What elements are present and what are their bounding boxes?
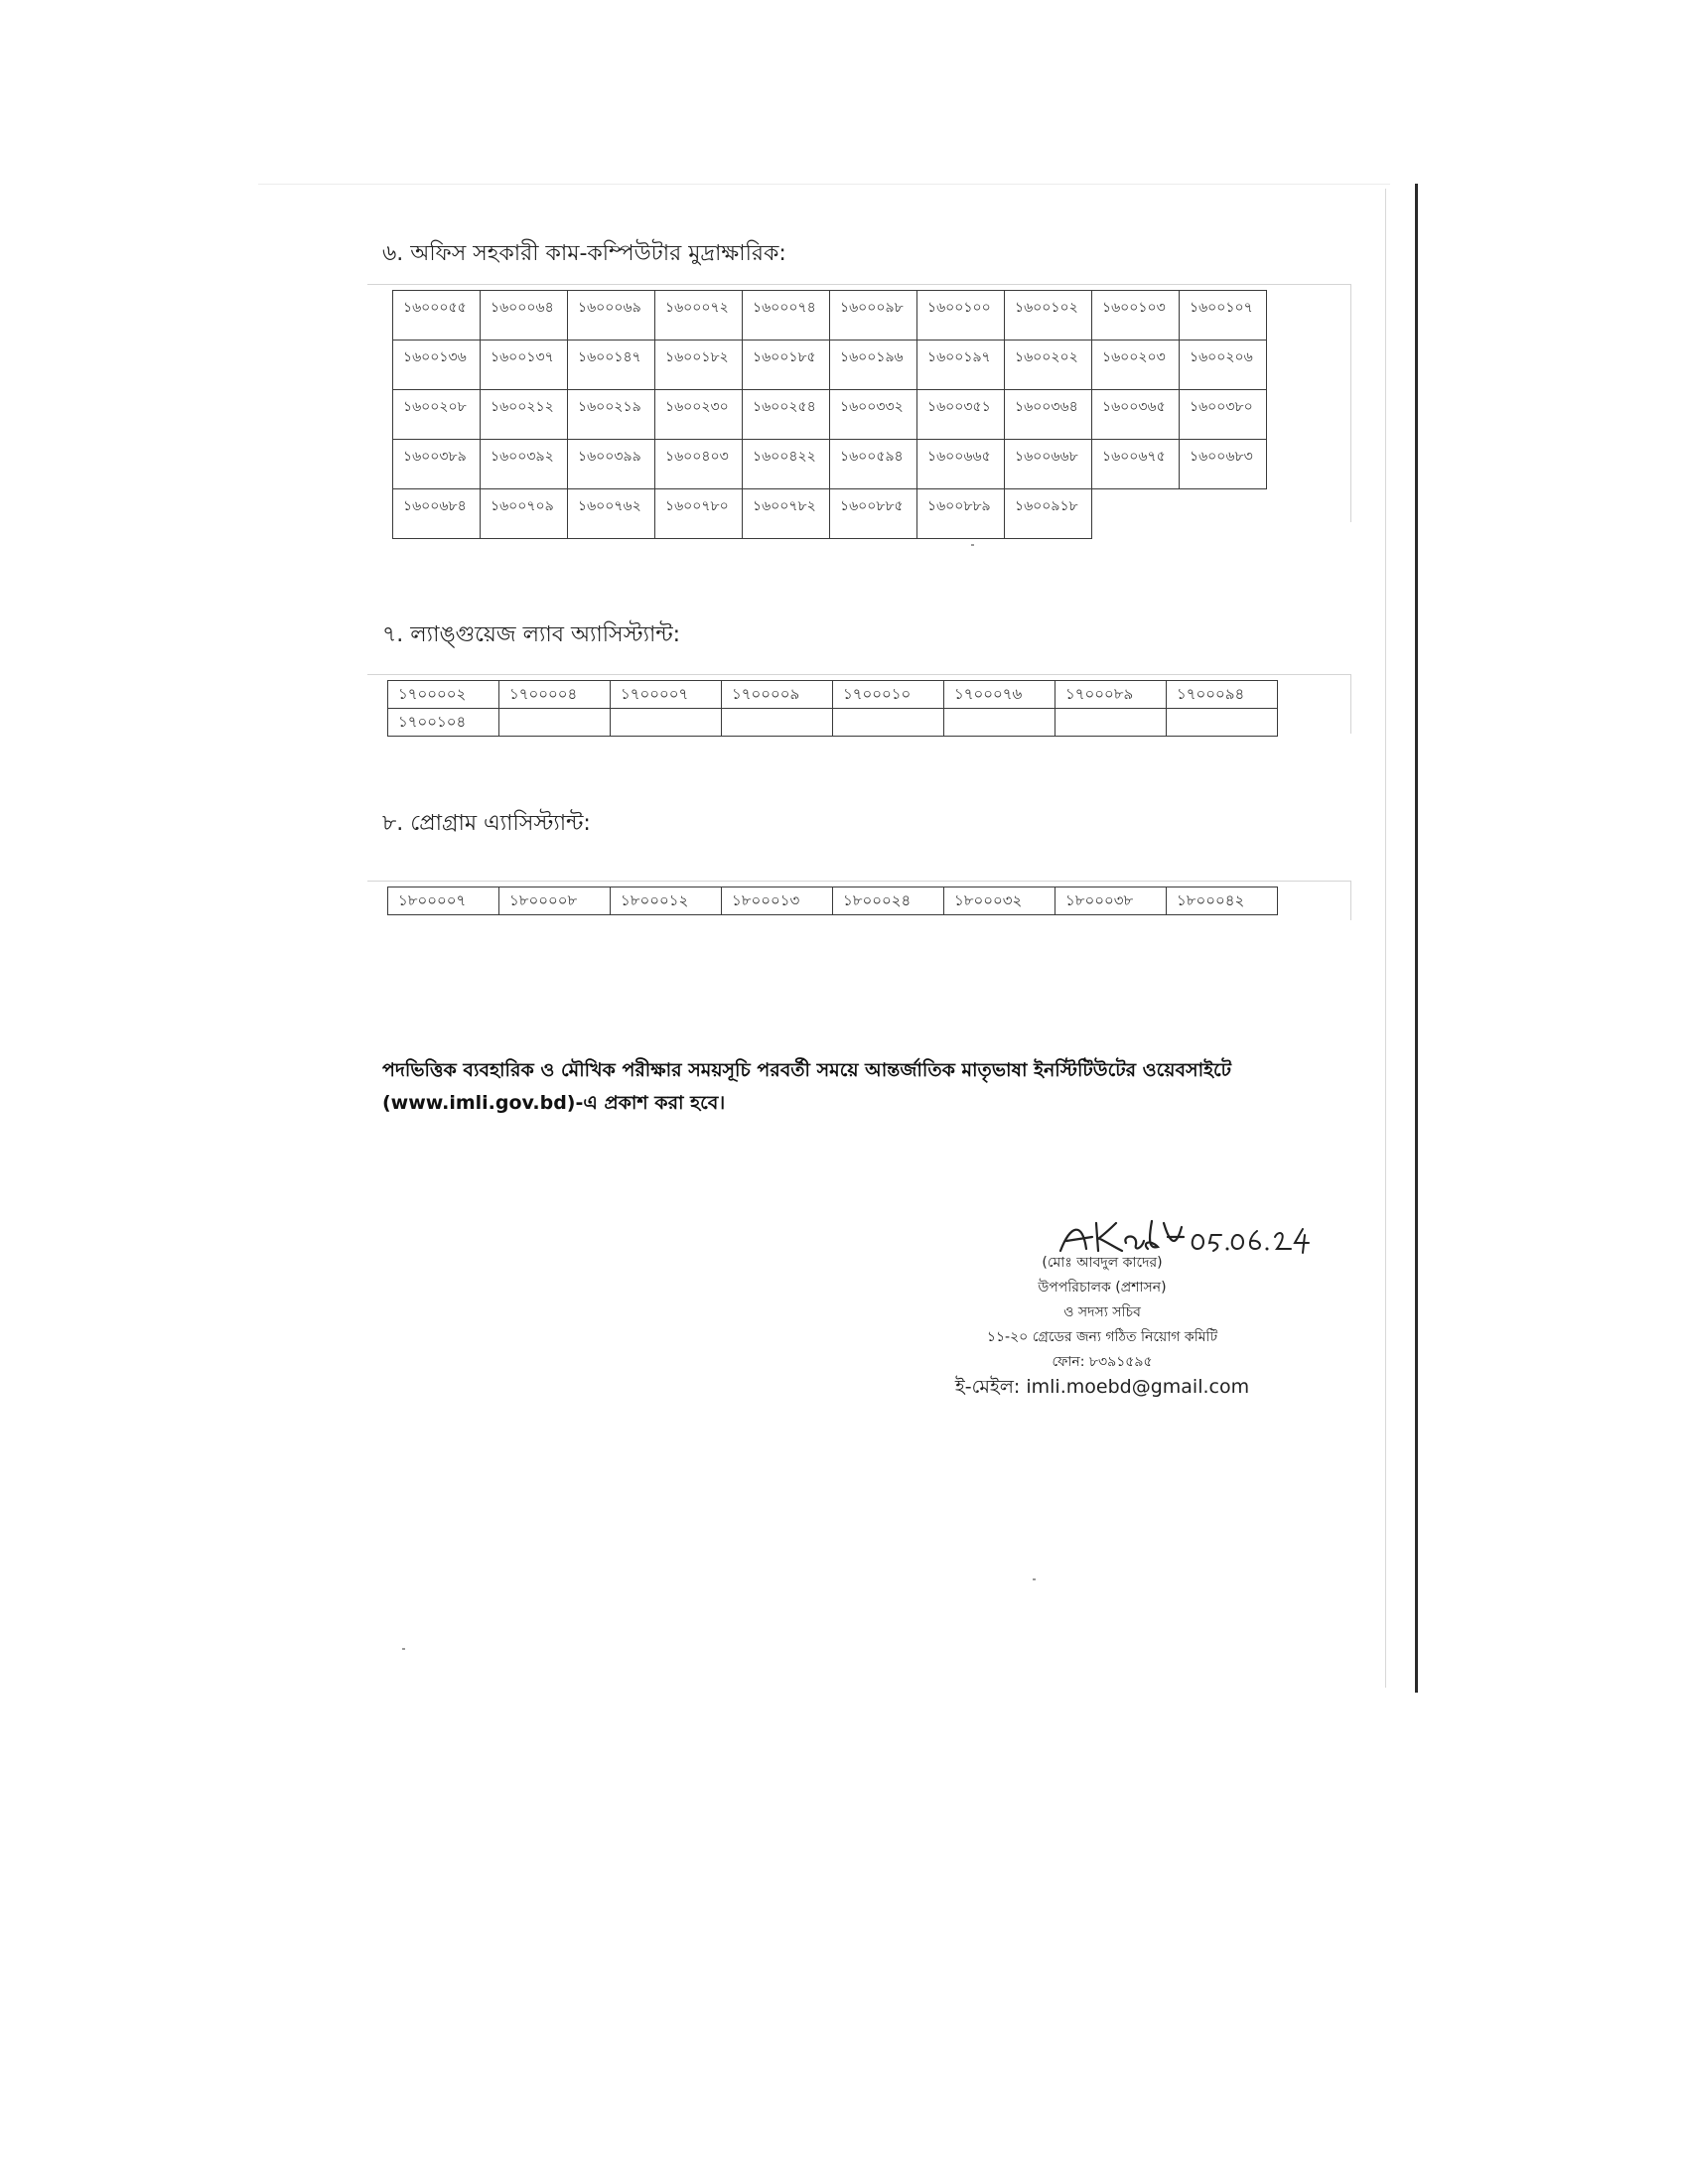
table-frame-line xyxy=(1350,674,1351,734)
roll-cell: ১৬০০০৬৯ xyxy=(568,291,655,341)
section-7-heading: ৭. ল্যাঙ্গুয়েজ ল্যাব অ্যাসিস্ট্যান্ট: xyxy=(382,622,681,647)
scan-speck xyxy=(402,1648,405,1650)
roll-cell: ১৬০০৪০৩ xyxy=(655,440,743,489)
empty-cell xyxy=(944,709,1055,737)
roll-cell: ১৬০০১০৭ xyxy=(1180,291,1267,341)
signatory-role: ও সদস্য সচিব xyxy=(1063,1304,1141,1320)
section-6-heading: ৬. অফিস সহকারী কাম-কম্পিউটার মুদ্রাক্ষারিক: xyxy=(382,241,786,266)
roll-cell: ১৬০০৩৯৯ xyxy=(568,440,655,489)
roll-cell: ১৬০০৮৮৫ xyxy=(830,489,917,539)
empty-cell xyxy=(1055,709,1167,737)
roll-cell: ১৬০০৩৬৫ xyxy=(1092,390,1180,440)
roll-cell: ১৮০০০১২ xyxy=(611,887,722,915)
roll-cell: ১৬০০০৫৫ xyxy=(393,291,481,341)
roll-cell: ১৬০০১৮২ xyxy=(655,341,743,390)
roll-cell: ১৮০০০২৪ xyxy=(833,887,944,915)
table-frame-line xyxy=(367,284,1350,285)
roll-cell: ১৬০০২১২ xyxy=(481,390,568,440)
roll-cell: ১৭০০০০৯ xyxy=(722,681,833,709)
roll-cell: ১৮০০০৩২ xyxy=(944,887,1055,915)
roll-cell: ১৭০০০৯৪ xyxy=(1167,681,1278,709)
scan-speck xyxy=(971,544,974,546)
table-frame-line xyxy=(1350,284,1351,522)
scan-speck xyxy=(1033,1578,1036,1580)
table-row xyxy=(393,489,1267,539)
roll-cell: ১৬০০২৫৪ xyxy=(743,390,830,440)
roll-cell: ১৬০০৭৮২ xyxy=(743,489,830,539)
empty-cell xyxy=(499,709,611,737)
roll-cell: ১৮০০০৩৮ xyxy=(1055,887,1167,915)
section-8-heading: ৮. প্রোগ্রাম এ্যাসিস্ট্যান্ট: xyxy=(382,811,591,836)
roll-cell: ১৬০০২০৬ xyxy=(1180,341,1267,390)
roll-cell: ১৬০০২০২ xyxy=(1005,341,1092,390)
roll-cell: ১৬০০৩৩২ xyxy=(830,390,917,440)
roll-cell: ১৮০০০১৩ xyxy=(722,887,833,915)
table-row xyxy=(388,709,1278,737)
roll-cell: ১৬০০২০৮ xyxy=(393,390,481,440)
signatory-email: ই-মেইল: imli.moebd@gmail.com xyxy=(954,1376,1250,1398)
scan-edge-top xyxy=(258,184,1390,185)
roll-cell: ১৭০০০১০ xyxy=(833,681,944,709)
roll-cell: ১৬০০০৭৪ xyxy=(743,291,830,341)
table-row xyxy=(393,291,1267,341)
roll-cell: ১৬০০৭৬২ xyxy=(568,489,655,539)
roll-cell: ১৬০০৩৯২ xyxy=(481,440,568,489)
roll-cell: ১৬০০১৮৫ xyxy=(743,341,830,390)
table-frame-line xyxy=(367,881,1350,882)
table-row xyxy=(388,887,1278,915)
table-row xyxy=(388,681,1278,709)
roll-cell: ১৬০০৩৫১ xyxy=(917,390,1005,440)
roll-cell: ১৬০০২১৯ xyxy=(568,390,655,440)
roll-cell: ১৬০০১০৩ xyxy=(1092,291,1180,341)
signature-block xyxy=(923,1251,1281,1400)
roll-cell: ১৬০০১৪৭ xyxy=(568,341,655,390)
roll-cell: ১৬০০০৭২ xyxy=(655,291,743,341)
roll-cell: ১৬০০৩৬৪ xyxy=(1005,390,1092,440)
roll-cell: ১৬০০২৩০ xyxy=(655,390,743,440)
roll-cell: ১৮০০০০৮ xyxy=(499,887,611,915)
roll-cell: ১৬০০৬৬৮ xyxy=(1005,440,1092,489)
table-row xyxy=(393,390,1267,440)
roll-cell: ১৮০০০০৭ xyxy=(388,887,499,915)
signatory-phone: ফোন: ৮৩৯১৫৯৫ xyxy=(1052,1354,1153,1370)
roll-cell: ১৬০০৫৯৪ xyxy=(830,440,917,489)
signatory-designation: উপপরিচালক (প্রশাসন) xyxy=(1038,1280,1167,1296)
roll-cell: ১৬০০৪২২ xyxy=(743,440,830,489)
table-frame-line xyxy=(1350,881,1351,920)
roll-cell: ১৭০০০০৪ xyxy=(499,681,611,709)
roll-cell: ১৬০০৩৮৯ xyxy=(393,440,481,489)
table-row xyxy=(393,341,1267,390)
roll-cell: ১৭০০০৭৬ xyxy=(944,681,1055,709)
roll-cell: ১৭০০০৮৯ xyxy=(1055,681,1167,709)
signatory-name: (মোঃ আবদুল কাদের) xyxy=(1042,1255,1163,1271)
roll-cell: ১৬০০৯১৮ xyxy=(1005,489,1092,539)
empty-cell xyxy=(1167,709,1278,737)
roll-cell: ১৬০০৭৮০ xyxy=(655,489,743,539)
section-6-roll-table xyxy=(392,290,1267,539)
roll-cell: ১৬০০১০২ xyxy=(1005,291,1092,341)
scan-edge-faint xyxy=(1385,189,1386,1688)
roll-cell: ১৬০০১৩৬ xyxy=(393,341,481,390)
roll-cell: ১৬০০৮৮৯ xyxy=(917,489,1005,539)
roll-cell: ১৬০০১৯৬ xyxy=(830,341,917,390)
roll-cell: ১৬০০১৯৭ xyxy=(917,341,1005,390)
roll-cell: ১৬০০১০০ xyxy=(917,291,1005,341)
roll-cell: ১৬০০৬৮৪ xyxy=(393,489,481,539)
empty-cell xyxy=(1180,489,1267,539)
scan-edge-right xyxy=(1415,184,1418,1693)
empty-cell xyxy=(611,709,722,737)
roll-cell: ১৭০০০০২ xyxy=(388,681,499,709)
roll-cell: ১৬০০১৩৭ xyxy=(481,341,568,390)
empty-cell xyxy=(722,709,833,737)
table-row xyxy=(393,440,1267,489)
table-frame-line xyxy=(367,674,1350,675)
roll-cell: ১৬০০৬৭৫ xyxy=(1092,440,1180,489)
section-7-roll-table xyxy=(387,680,1278,737)
roll-cell: ১৬০০৩৮০ xyxy=(1180,390,1267,440)
roll-cell: ১৮০০০৪২ xyxy=(1167,887,1278,915)
roll-cell: ১৬০০৭০৯ xyxy=(481,489,568,539)
roll-cell: ১৬০০৬৮৩ xyxy=(1180,440,1267,489)
empty-cell xyxy=(1092,489,1180,539)
schedule-notice: পদভিত্তিক ব্যবহারিক ও মৌখিক পরীক্ষার সময়সূচি পরবর্তী সময়ে আন্তর্জাতিক মাতৃভাষা ইনস্টিটিউটের ওয়েবসাইটে (www.imli.gov.bd)-এ প্রকাশ করা হবে। xyxy=(382,1059,1231,1114)
signatory-committee: ১১-২০ গ্রেডের জন্য গঠিত নিয়োগ কমিটি xyxy=(986,1329,1218,1345)
section-8-roll-table xyxy=(387,887,1278,915)
roll-cell: ১৬০০০৬৪ xyxy=(481,291,568,341)
roll-cell: ১৭০০০০৭ xyxy=(611,681,722,709)
roll-cell: ১৬০০২০৩ xyxy=(1092,341,1180,390)
roll-cell: ১৬০০০৯৮ xyxy=(830,291,917,341)
empty-cell xyxy=(833,709,944,737)
roll-cell: ১৭০০১০৪ xyxy=(388,709,499,737)
roll-cell: ১৬০০৬৬৫ xyxy=(917,440,1005,489)
